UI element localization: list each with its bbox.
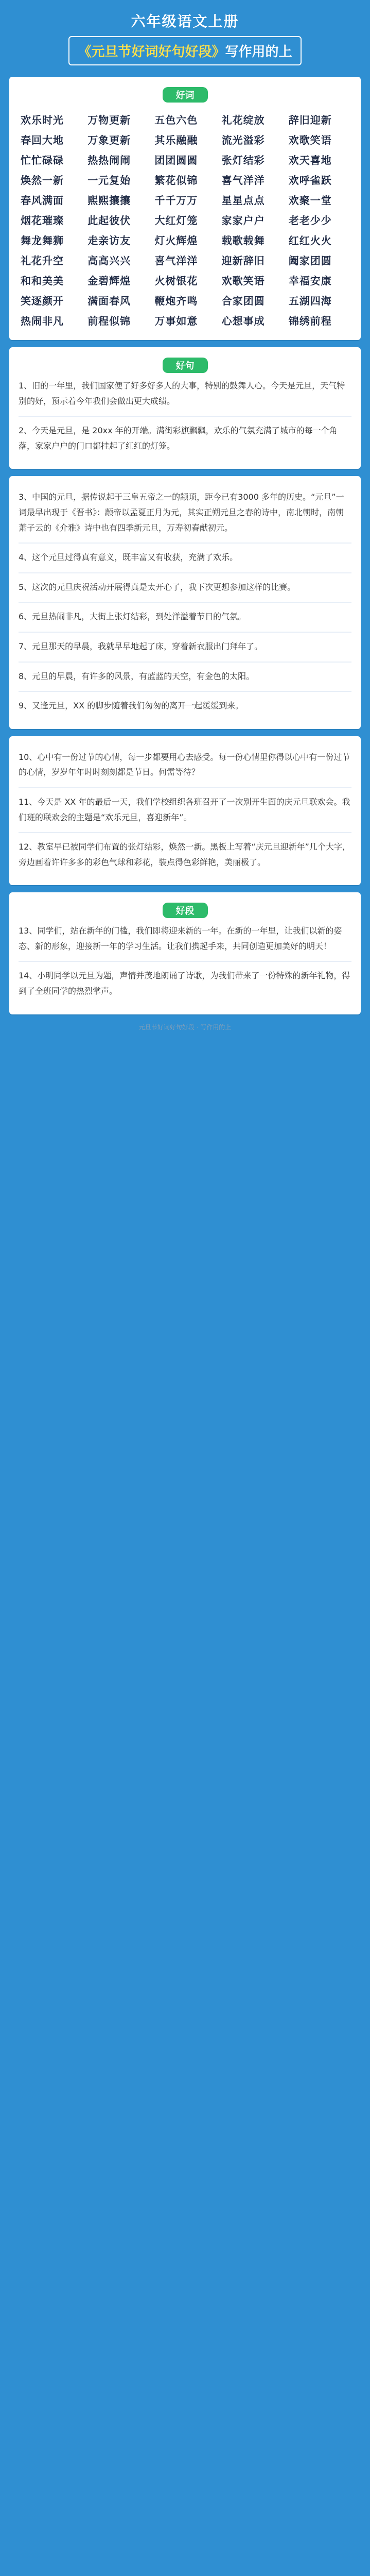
word: 喜气洋洋 <box>221 174 265 187</box>
word: 繁花似锦 <box>154 174 198 187</box>
paragraph-14: 14、小明同学以元旦为题，声情并茂地朗诵了诗歌，为我们带来了一份特殊的新年礼物，得到了全班同学的热烈掌声。 <box>19 971 350 996</box>
sentences-card-2 <box>9 476 361 728</box>
paragraph-12: 12、教室早已被同学们布置的张灯结彩，焕然一新。黑板上写着“庆元旦迎新年”几个大字，旁边画着许许多多的彩色气球和彩花，装点得色彩鲜艳，美丽极了。 <box>19 842 350 867</box>
word: 礼花绽放 <box>221 114 265 126</box>
sentence-6: 6、元旦热闹非凡，大街上张灯结彩，到处洋溢着节日的气氛。 <box>19 612 246 622</box>
word: 心想事成 <box>221 315 265 327</box>
paragraph-11: 11、今天是 XX 年的最后一天，我们学校组织各班召开了一次别开生面的庆元旦联欢会。我们班的联欢会的主题是“欢乐元旦，喜迎新年”。 <box>19 796 350 822</box>
word: 迎新辞旧 <box>221 255 265 267</box>
sentences-label-wrap <box>19 358 351 373</box>
word: 和和美美 <box>21 275 64 287</box>
word: 烟花璀璨 <box>21 214 64 227</box>
word: 热热闹闹 <box>87 154 131 166</box>
word: 欢聚一堂 <box>288 194 332 207</box>
words-label-wrap <box>19 87 351 103</box>
word: 载歌载舞 <box>221 234 265 247</box>
sentence-1: 1、旧的一年里，我们国家便了好多好多人的大事，特别的鼓舞人心。今天是元旦，天气特别的好，预示着今年我们会做出更大成绩。 <box>19 381 345 406</box>
divider <box>19 787 351 788</box>
words-label: 好词 <box>163 87 208 103</box>
paragraph-10: 10、心中有一份过节的心情，每一步都要用心去感受。每一份心情里你得以心中有一份过节的心情，岁岁年年时时刻刻都是节日。何需等待？ <box>19 752 350 777</box>
divider <box>19 543 351 544</box>
sentence-3: 3、中国的元旦，据传说起于三皇五帝之一的颛顼，距今已有3000 多年的历史。“元旦”一词最早出现于《晋书》：颛帝以孟夏正月为元，其实正朔元旦之春的诗中，南北朝时，南朝萧子云的《介雅》诗中也有四季新元旦，万寿初春献初元。 <box>19 492 344 533</box>
word: 灯火辉煌 <box>154 234 198 247</box>
word: 欢歌笑语 <box>221 275 265 287</box>
word: 合家团圆 <box>221 295 265 307</box>
word: 五湖四海 <box>288 295 332 307</box>
divider <box>19 961 351 962</box>
title-row <box>9 36 361 65</box>
divider <box>19 691 351 692</box>
word: 鞭炮齐鸣 <box>154 295 198 307</box>
word: 锦绣前程 <box>288 315 332 327</box>
paragraphs-card <box>9 736 361 886</box>
word: 千千万万 <box>154 194 198 207</box>
word: 热闹非凡 <box>21 315 64 327</box>
sentence-2: 2、今天是元旦，是 20xx 年的开端。满街彩旗飘飘，欢乐的气氛充满了城市的每一个角落，家家户户的门口都挂起了红红的灯笼。 <box>19 426 338 451</box>
paragraphs-label-wrap <box>19 903 351 918</box>
word: 阖家团圆 <box>288 255 332 267</box>
divider <box>19 416 351 417</box>
page <box>0 0 370 1045</box>
word-grid <box>19 108 351 332</box>
sentence-8: 8、元旦的早晨，有许多的风景，有蓝蓝的天空，有金色的太阳。 <box>19 671 255 681</box>
paragraphs-card-2 <box>9 892 361 1014</box>
main-title <box>68 36 301 65</box>
divider <box>19 572 351 573</box>
main-title-prefix: 《元旦节好词好句好段》 <box>78 44 225 60</box>
word: 前程似锦 <box>87 315 131 327</box>
word: 忙忙碌碌 <box>21 154 64 166</box>
header <box>9 5 361 70</box>
word: 春回大地 <box>21 134 64 146</box>
word: 笑逐颜开 <box>21 295 64 307</box>
words-card <box>9 77 361 340</box>
word: 欢乐时光 <box>21 114 64 126</box>
word: 星星点点 <box>221 194 265 207</box>
divider <box>19 662 351 663</box>
word: 欢天喜地 <box>288 154 332 166</box>
word: 此起彼伏 <box>87 214 131 227</box>
word: 红红火火 <box>288 234 332 247</box>
divider <box>19 832 351 833</box>
word: 欢呼雀跃 <box>288 174 332 187</box>
sentence-4: 4、这个元旦过得真有意义，既丰富又有收获，充满了欢乐。 <box>19 552 238 563</box>
word: 金碧辉煌 <box>87 275 131 287</box>
word: 喜气洋洋 <box>154 255 198 267</box>
sentences-label: 好句 <box>163 358 208 373</box>
word: 欢歌笑语 <box>288 134 332 146</box>
word: 火树银花 <box>154 275 198 287</box>
paragraphs-label: 好段 <box>163 903 208 918</box>
word: 一元复始 <box>87 174 131 187</box>
word: 满面春风 <box>87 295 131 307</box>
word: 万象更新 <box>87 134 131 146</box>
sentence-5: 5、这次的元旦庆祝活动开展得真是太开心了，我下次更想参加这样的比赛。 <box>19 582 296 592</box>
word: 礼花升空 <box>21 255 64 267</box>
word: 五色六色 <box>154 114 198 126</box>
divider <box>19 602 351 603</box>
word: 辞旧迎新 <box>288 114 332 126</box>
word: 舞龙舞狮 <box>21 234 64 247</box>
footer-note: 元旦节好词好句好段 · 写作用的上 <box>138 1023 232 1031</box>
word: 高高兴兴 <box>87 255 131 267</box>
sentence-7: 7、元旦那天的早晨，我就早早地起了床，穿着新衣服出门拜年了。 <box>19 641 263 651</box>
word: 焕然一新 <box>21 174 64 187</box>
main-title-suffix: 写作用的上 <box>225 44 292 60</box>
word: 流光溢彩 <box>221 134 265 146</box>
word: 团团圆圆 <box>154 154 198 166</box>
word: 大红灯笼 <box>154 214 198 227</box>
word: 走亲访友 <box>87 234 131 247</box>
word: 万物更新 <box>87 114 131 126</box>
sentence-9: 9、又逢元旦，XX 的脚步随着我们匆匆的离开一起缓缓到来。 <box>19 701 244 711</box>
paragraph-13: 13、同学们，站在新年的门槛，我们即将迎来新的一年。在新的一年里，让我们以新的姿态、新的形象，迎接新一年的学习生活。让我们携起手来，共同创造更加美好的明天！ <box>19 926 342 951</box>
word: 春风满面 <box>21 194 64 207</box>
word: 其乐融融 <box>154 134 198 146</box>
grade-title: 六年级语文上册 <box>131 13 239 30</box>
word: 万事如意 <box>154 315 198 327</box>
word: 张灯结彩 <box>221 154 265 166</box>
word: 幸福安康 <box>288 275 332 287</box>
word: 熙熙攘攘 <box>87 194 131 207</box>
sentences-card <box>9 347 361 469</box>
divider <box>19 632 351 633</box>
word: 家家户户 <box>221 214 265 227</box>
word: 老老少少 <box>288 214 332 227</box>
